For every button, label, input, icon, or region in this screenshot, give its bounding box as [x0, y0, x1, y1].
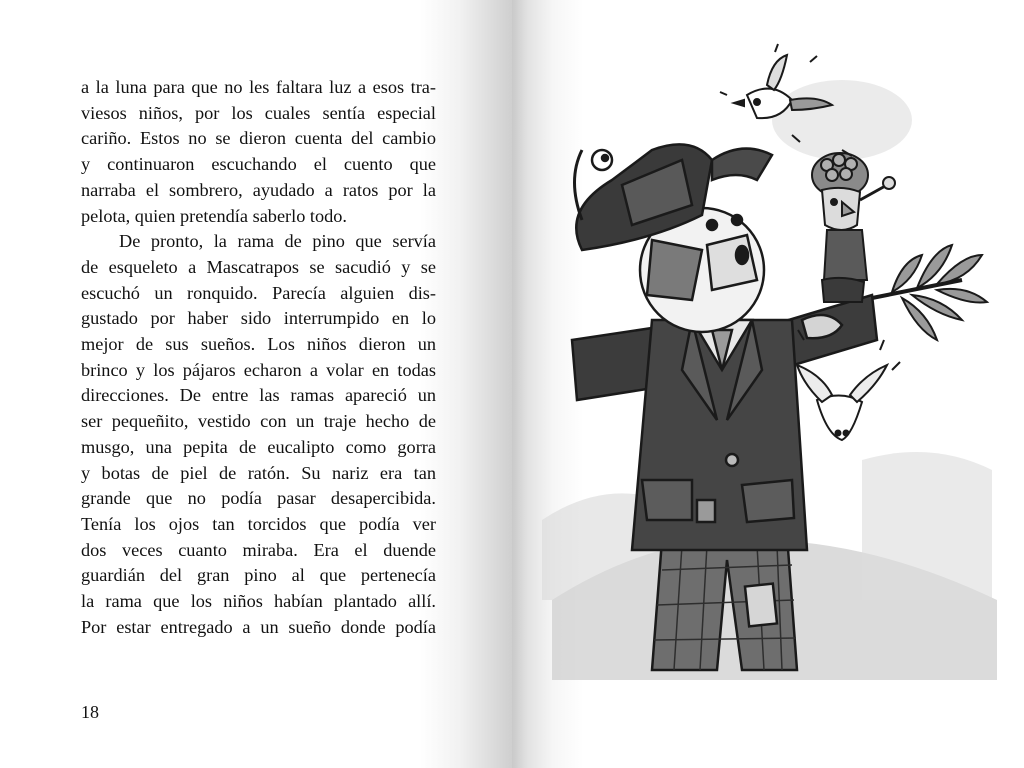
text-line-paragraph-end: pelota, quien pretendía saberlo todo. — [81, 205, 348, 226]
text-line: dos veces cuanto miraba. Era el duende — [81, 539, 436, 560]
pine-branch — [862, 245, 987, 340]
text-line: direcciones. De entre las ramas apareció un — [81, 385, 436, 406]
text-line: la rama que los niños habían plantado allí. — [81, 591, 436, 612]
text-line: y continuaron escuchando el cuento que — [81, 154, 436, 175]
bird-bottom — [797, 365, 887, 440]
text-line: Tenía los ojos tan torcidos que podía ver — [81, 513, 436, 534]
scarecrow-illustration — [542, 40, 1002, 680]
right-page — [512, 0, 1024, 768]
text-line: y botas de piel de ratón. Su nariz era tan — [81, 462, 436, 483]
text-line: mejor de sus sueños. Los niños dieron un — [81, 334, 436, 355]
text-line: cariño. Estos no se dieron cuenta del cambio — [81, 128, 436, 149]
text-line: viesos niños, por los cuales sentía especial — [81, 102, 436, 123]
text-line: ser pequeñito, vestido con un traje hecho de — [81, 411, 436, 432]
text-line: a la luna para que no les faltara luz a esos tra- — [81, 77, 436, 97]
text-line-paragraph-start: De pronto, la rama de pino que servía — [119, 231, 436, 252]
text-line: narraba el sombrero, ayudado a ratos por la — [81, 179, 436, 200]
page-number: 18 — [81, 702, 99, 722]
elf — [812, 153, 895, 302]
text-line: musgo, una pepita de eucalipto como gorra — [81, 436, 436, 457]
text-line: Por estar entregado a un sueño donde podía — [81, 616, 436, 637]
text-line: grande que no podía pasar desapercibida. — [81, 488, 436, 509]
text-line: de esqueleto a Mascatrapos se sacudió y se — [81, 256, 436, 277]
text-line: brinco y los pájaros echaron a volar en todas — [81, 359, 436, 380]
body-text — [81, 75, 436, 640]
text-line: escuchó un ronquido. Parecía alguien dis- — [81, 282, 436, 303]
text-line: gustado por haber sido interrumpido en lo — [81, 308, 436, 329]
text-line: guardián del gran pino al que pertenecía — [81, 565, 436, 586]
